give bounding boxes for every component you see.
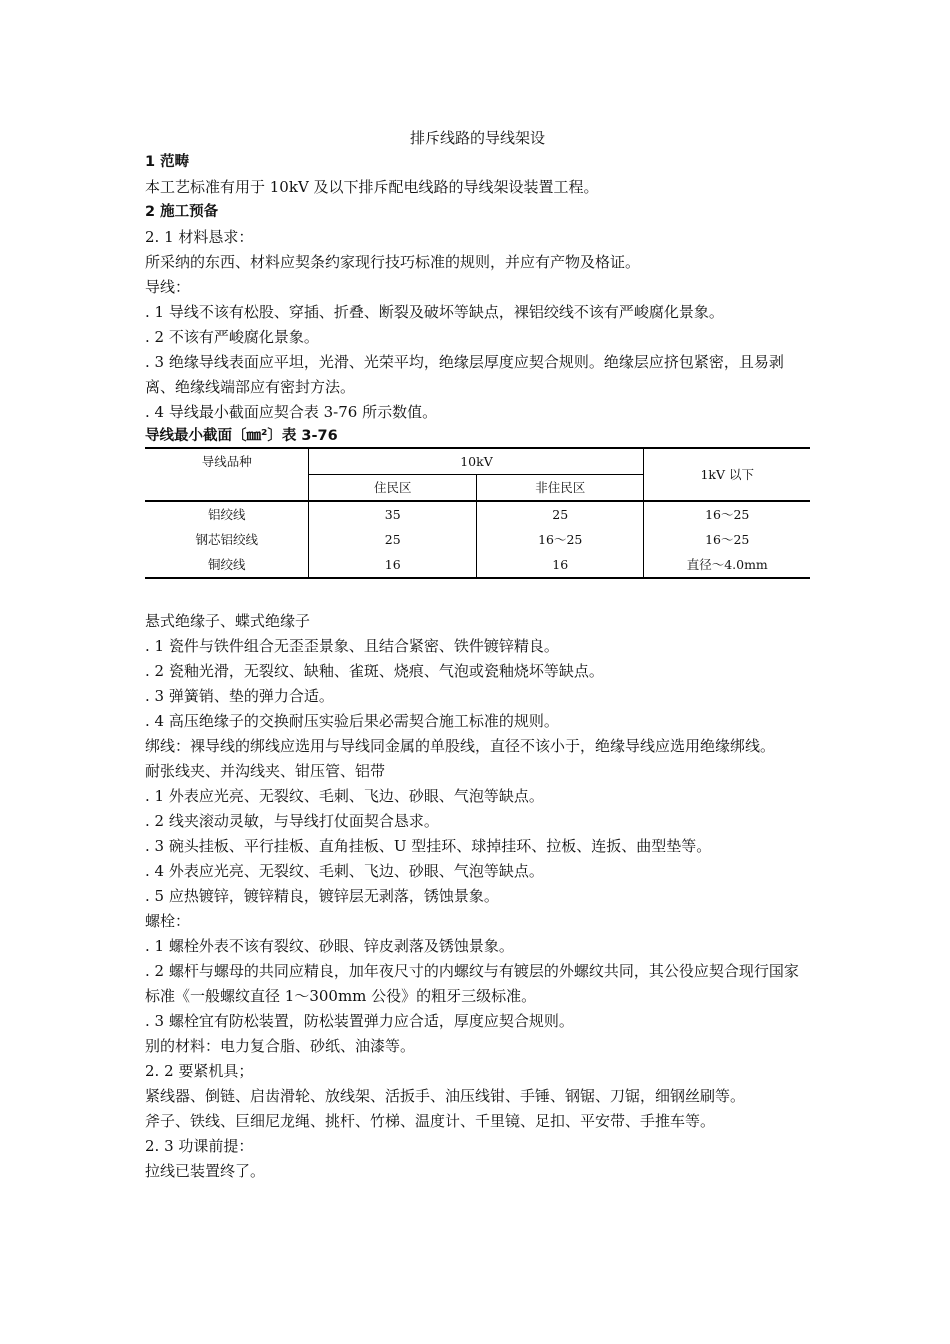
- table-row: [145, 527, 810, 552]
- header-nonresidential: 非住民区: [476, 475, 644, 502]
- wire-section-table: [145, 447, 810, 579]
- bolt-item-1: . 1 螺栓外表不该有裂纹、砂眼、锌皮剥落及锈蚀景象。: [145, 937, 514, 955]
- header-1kv: 1kV 以下: [644, 448, 810, 501]
- insulator-label: 悬式绝缘子、蝶式绝缘子: [145, 612, 311, 630]
- insulator-item-4: . 4 高压绝缘子的交换耐压实验后果必需契合施工标准的规则。: [145, 712, 559, 730]
- tools-line-1: 紧线器、倒链、启齿滑轮、放线架、活扳手、油压线钳、手锤、钢锯、刀锯，细钢丝刷等。: [145, 1087, 746, 1105]
- wire-label: 导线：: [145, 278, 191, 296]
- header-10kv: 10kV: [309, 448, 644, 475]
- clamp-item-5: . 5 应热镀锌，镀锌精良，镀锌层无剥落，锈蚀景象。: [145, 887, 499, 905]
- subsection-2-1: 2. 1 材料恳求：: [145, 228, 254, 246]
- cell-residential: 35: [309, 501, 477, 527]
- subsection-2-2: 2. 2 要紧机具；: [145, 1062, 254, 1080]
- wire-item-2: . 2 不该有严峻腐化景象。: [145, 328, 319, 346]
- bolt-label: 螺栓：: [145, 912, 191, 930]
- clamp-item-4: . 4 外表应光亮、无裂纹、毛刺、飞边、砂眼、气泡等缺点。: [145, 862, 544, 880]
- insulator-item-2: . 2 瓷釉光滑，无裂纹、缺釉、雀斑、烧痕、气泡或瓷釉烧坏等缺点。: [145, 662, 604, 680]
- clamp-label: 耐张线夹、并沟线夹、钳压管、铝带: [145, 762, 386, 780]
- clamp-item-1: . 1 外表应光亮、无裂纹、毛刺、飞边、砂眼、气泡等缺点。: [145, 787, 544, 805]
- table-row: [145, 552, 810, 578]
- clamp-item-3: . 3 碗头挂板、平行挂板、直角挂板、U 型挂环、球掉挂环、拉板、连扳、曲型垫等。: [145, 837, 712, 855]
- cell-residential: 16: [309, 552, 477, 578]
- subsection-2-1-text: 所采纳的东西、材料应契条约家现行技巧标准的规则，并应有产物及格证。: [145, 253, 641, 271]
- wire-item-1: . 1 导线不该有松股、穿插、折叠、断裂及破坏等缺点，裸铝绞线不该有严峻腐化景象。: [145, 303, 724, 321]
- cell-nonresidential: 25: [476, 501, 644, 527]
- table-row: [145, 501, 810, 527]
- bolt-item-2: . 2 螺杆与螺母的共同应精良，加年夜尺寸的内螺纹与有镀层的外螺纹共同，其公役应契合现行国家标准《一般螺纹直径 1～300mm 公役》的粗牙三级标准。: [145, 962, 799, 1005]
- wire-item-3: . 3 绝缘导线表面应平坦，光滑、光荣平均，绝缘层厚度应契合规则。绝缘层应挤包紧密，且易剥离、绝缘线端部应有密封方法。: [145, 353, 784, 396]
- document-page: [145, 126, 810, 1184]
- wire-item-4: . 4 导线最小截面应契合表 3-76 所示数值。: [145, 403, 438, 421]
- table-caption: 导线最小截面〔㎜²〕表 3-76: [145, 428, 338, 444]
- cell-type: 钢芯铝绞线: [145, 527, 309, 552]
- bolt-item-3: . 3 螺栓宜有防松装置，防松装置弹力应合适，厚度应契合规则。: [145, 1012, 574, 1030]
- cell-nonresidential: 16～25: [476, 527, 644, 552]
- cell-type: 铜绞线: [145, 552, 309, 578]
- cell-1kv: 16～25: [705, 532, 750, 547]
- cell-type: 铝绞线: [145, 501, 309, 527]
- clamp-item-2: . 2 线夹滚动灵敏，与导线打仗面契合恳求。: [145, 812, 439, 830]
- other-materials: 别的材料：电力复合脂、砂纸、油漆等。: [145, 1037, 416, 1055]
- cell-1kv: 16～25: [705, 507, 750, 522]
- condition-text: 拉线已装置终了。: [145, 1162, 266, 1180]
- insulator-item-3: . 3 弹簧销、垫的弹力合适。: [145, 687, 334, 705]
- document-title: 排斥线路的导线架设: [409, 129, 545, 147]
- subsection-2-3: 2. 3 功课前提：: [145, 1137, 254, 1155]
- section-1-heading: 1 范畴: [145, 154, 190, 170]
- section-2-heading: 2 施工预备: [145, 204, 219, 220]
- header-wire-type: 导线品种: [145, 448, 309, 475]
- cell-nonresidential: 16: [476, 552, 644, 578]
- cell-1kv: 直径～4.0mm: [644, 552, 810, 578]
- section-1-text: 本工艺标准有用于 10kV 及以下排斥配电线路的导线架设装置工程。: [145, 178, 599, 196]
- cell-residential: 25: [309, 527, 477, 552]
- header-residential: 住民区: [309, 475, 477, 502]
- header-empty-cell: [145, 475, 309, 502]
- binding-wire-text: 绑线：裸导线的绑线应选用与导线同金属的单股线，直径不该小于，绝缘导线应选用绝缘绑线。: [145, 737, 776, 755]
- insulator-item-1: . 1 瓷件与铁件组合无歪歪景象、且结合紧密、铁件镀锌精良。: [145, 637, 559, 655]
- tools-line-2: 斧子、铁线、巨细尼龙绳、挑杆、竹梯、温度计、千里镜、足扣、平安带、手推车等。: [145, 1112, 716, 1130]
- spacer: [145, 579, 810, 609]
